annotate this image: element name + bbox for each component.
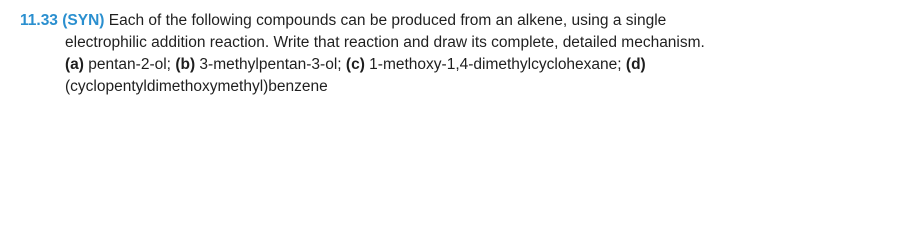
part-c-label: (c): [345, 56, 365, 73]
problem-line-3: [20, 54, 910, 76]
part-b-text: 3-methylpentan-3-ol;: [199, 56, 342, 73]
problem-number: 11.33: [20, 12, 58, 29]
problem-text-line-1: Each of the following compounds can be produced from an alkene, using a single: [108, 12, 667, 29]
problem-line-4: [20, 76, 910, 98]
part-d-text: (cyclopentyldimethoxymethyl)benzene: [65, 78, 328, 95]
part-a-label: (a): [65, 56, 84, 73]
problem-text-line-2: electrophilic addition reaction. Write that reaction and draw its complete, detailed mechanism.: [65, 34, 705, 51]
problem-line-1: [20, 10, 910, 32]
part-b-label: (b): [175, 56, 196, 73]
part-d-label: (d): [625, 56, 646, 73]
problem-tag: (SYN): [62, 12, 105, 29]
part-c-text: 1-methoxy-1,4-dimethylcyclohexane;: [369, 56, 622, 73]
part-a-text: pentan-2-ol;: [88, 56, 171, 73]
problem-line-2: [20, 32, 910, 54]
